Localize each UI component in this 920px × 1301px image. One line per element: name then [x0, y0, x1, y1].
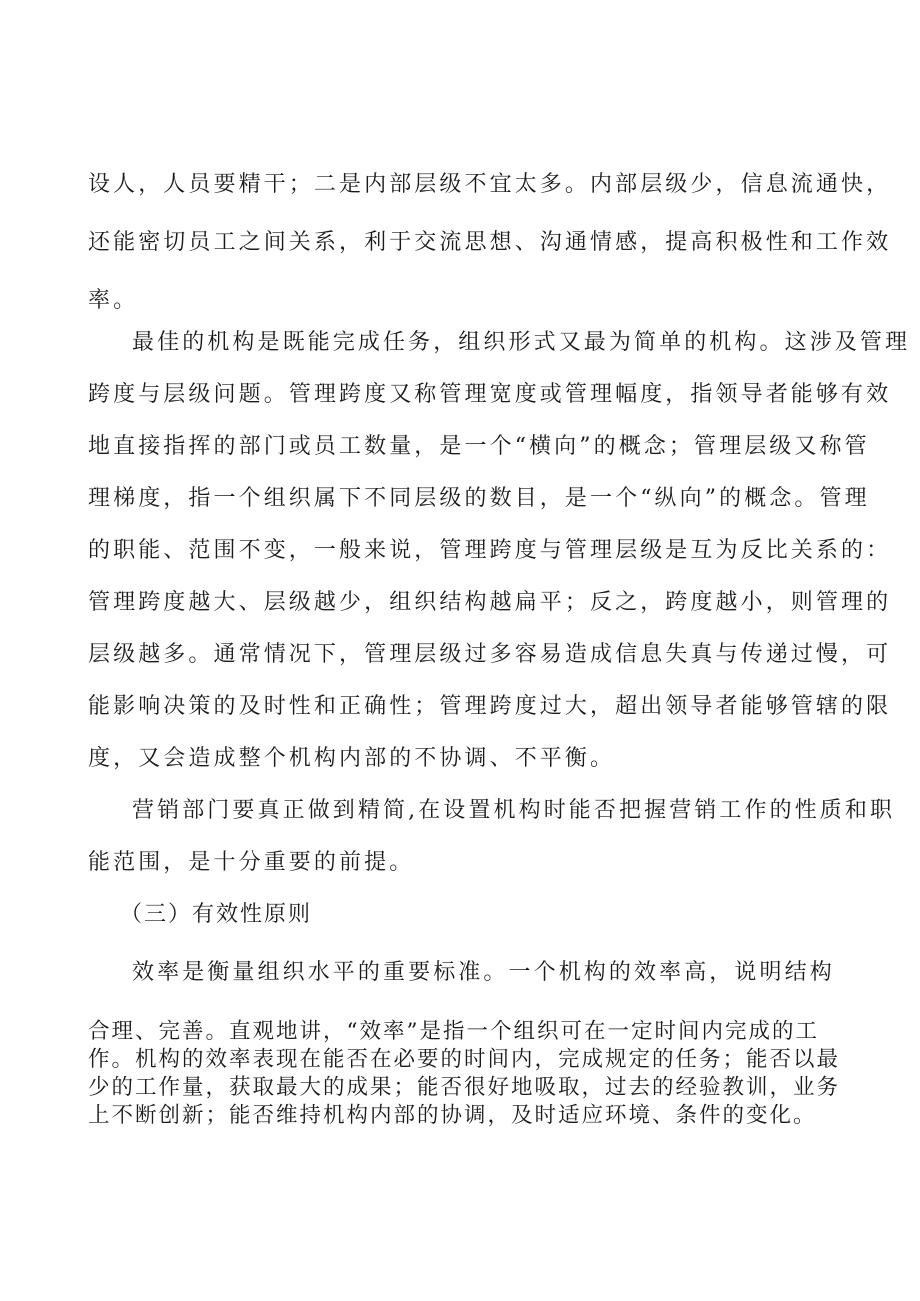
paragraph-2-line: 的职能、范围不变，一般来说，管理跨度与管理层级是互为反比关系的：	[88, 538, 892, 563]
paragraph-5-line: 少的工作量，获取最大的成果；能否很好地吸取，过去的经验教训，业务	[88, 1075, 841, 1100]
paragraph-5-line: 合理、完善。直观地讲，“效率”是指一个组织可在一定时间内完成的工	[88, 1019, 819, 1044]
paragraph-1-line: 设人，人员要精干；二是内部层级不宜太多。内部层级少，信息流通快，	[88, 172, 892, 197]
paragraph-2-line: 地直接指挥的部门或员工数量，是一个“横向”的概念；管理层级又称管	[88, 434, 870, 459]
paragraph-4-line: 效率是衡量组织水平的重要标准。一个机构的效率高，说明结构	[132, 960, 835, 985]
paragraph-2-line: 理梯度，指一个组织属下不同层级的数目，是一个“纵向”的概念。管理	[88, 486, 870, 511]
paragraph-5-line: 上不断创新；能否维持机构内部的协调，及时适应环境、条件的变化。	[88, 1103, 817, 1128]
paragraph-3-line: 营销部门要真正做到精简,在设置机构时能否把握营销工作的性质和职	[132, 798, 896, 823]
paragraph-1-line: 率。	[88, 288, 139, 313]
paragraph-3-line: 能范围，是十分重要的前提。	[88, 850, 415, 875]
paragraph-2-line: 跨度与层级问题。管理跨度又称管理宽度或管理幅度，指领导者能够有效	[88, 382, 892, 407]
section-heading: （三）有效性原则	[120, 902, 313, 927]
paragraph-2-line: 能影响决策的及时性和正确性；管理跨度过大，超出领导者能够管辖的限	[88, 694, 892, 719]
paragraph-1-line: 还能密切员工之间关系，利于交流思想、沟通情感，提高积极性和工作效	[88, 230, 892, 255]
paragraph-2-line: 层级越多。通常情况下，管理层级过多容易造成信息失真与传递过慢，可	[88, 642, 892, 667]
paragraph-2-line: 度，又会造成整个机构内部的不协调、不平衡。	[88, 746, 616, 771]
paragraph-2-line: 管理跨度越大、层级越少，组织结构越扁平；反之，跨度越小，则管理的	[88, 590, 892, 615]
paragraph-5-line: 作。机构的效率表现在能否在必要的时间内，完成规定的任务；能否以最	[88, 1047, 841, 1072]
paragraph-2-line: 最佳的机构是既能完成任务，组织形式又最为简单的机构。这涉及管理	[132, 330, 911, 355]
